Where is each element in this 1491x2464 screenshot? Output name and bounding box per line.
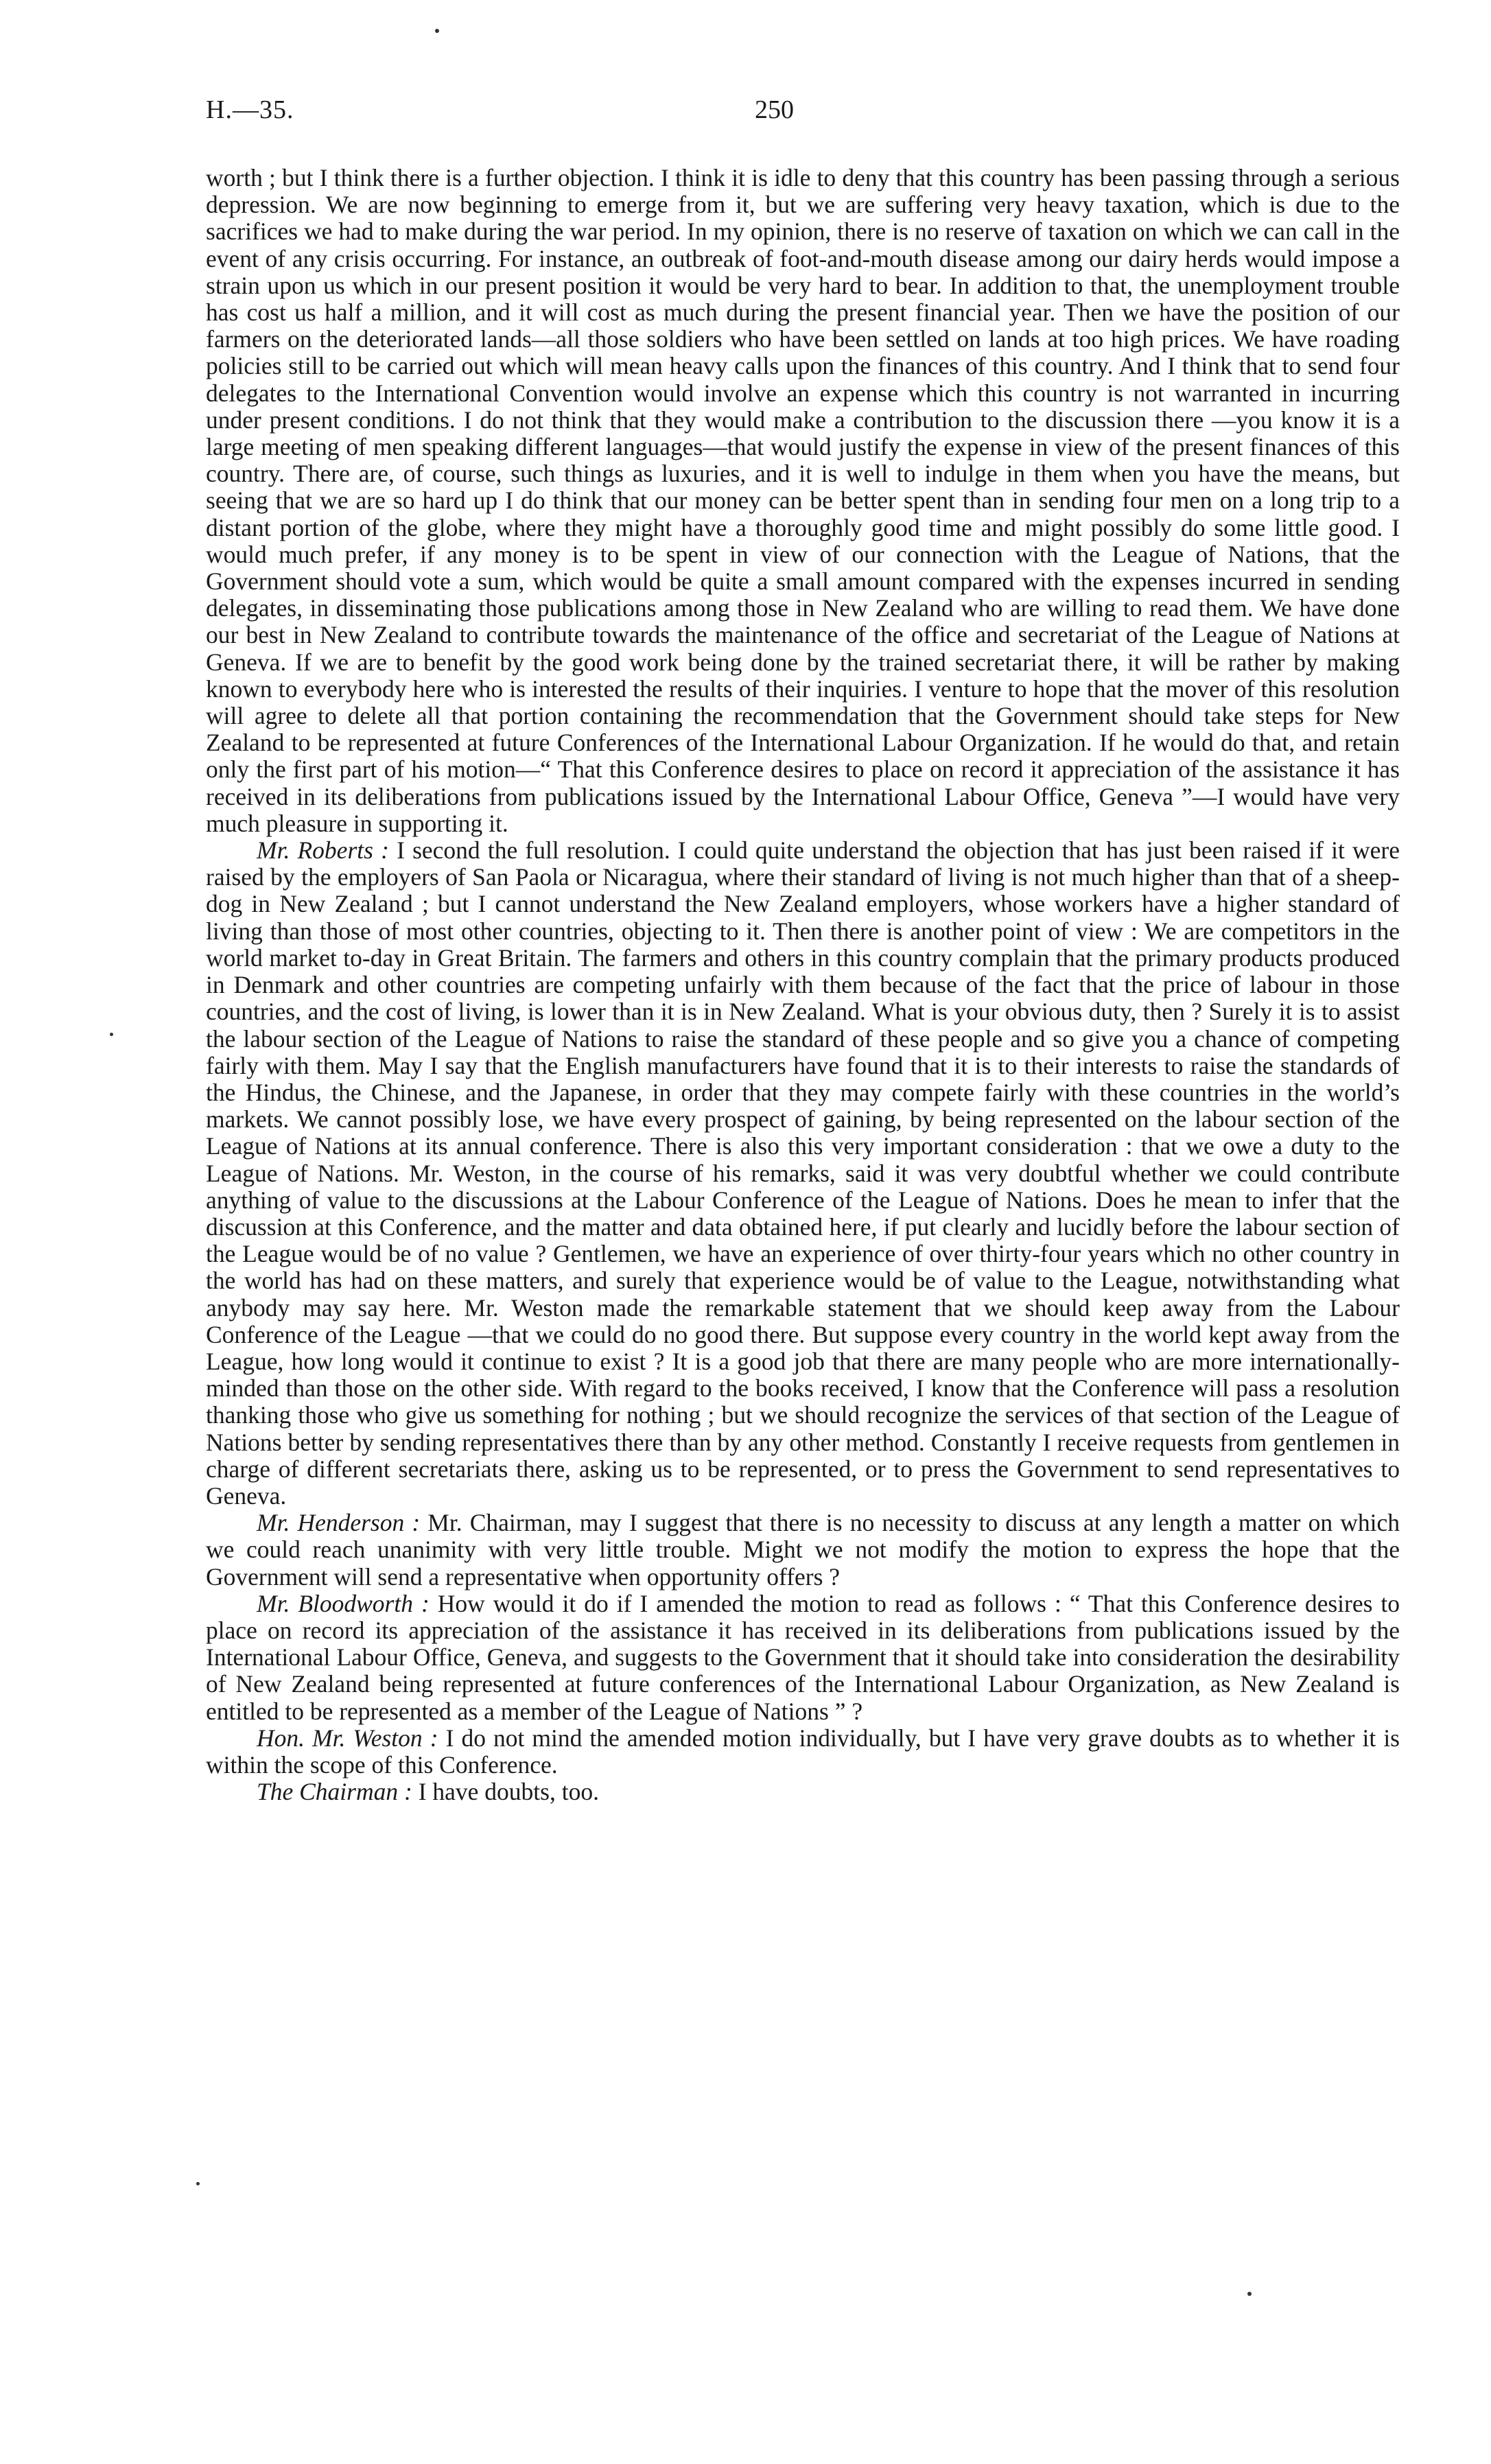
paragraph-chairman <box>206 1779 1400 1805</box>
paragraph-text: worth ; but I think there is a further objection. I think it is idle to deny that this country has been passing through a serious depression. We are now beginning to emerge from it, but we are suffering very heavy taxation, which is due to the sacrifices we had to make during the war period. In my opinion, there is no reserve of taxation on which we can call in the event of any crisis occurring. For instance, an outbreak of foot-and-mouth disease among our dairy herds would impose a strain upon us which in our present position it would be very hard to bear. In addition to that, the unemployment trouble has cost us half a million, and it will cost as much during the present financial year. Then we have the position of our farmers on the deteriorated lands—all those soldiers who have been settled on lands at too high prices. We have roading policies still to be carried out which will mean heavy calls upon the finances of this country. And I think that to send four delegates to the International Convention would involve an expense which this country is not warranted in incurring under present conditions. I do not think that they would make a contribution to the discussion there —you know it is a large meeting of men speaking different languages—that would justify the expense in view of the present finances of this country. There are, of course, such things as luxuries, and it is well to indulge in them when you have the means, but seeing that we are so hard up I do think that our money can be better spent than in sending four men on a long trip to a distant portion of the globe, where they might have a thoroughly good time and might possibly do some little good. I would much prefer, if any money is to be spent in view of our connection with the League of Nations, that the Government should vote a sum, which would be quite a small amount compared with the expenses incurred in sending delegates, in disseminating those publications among those in New Zealand who are willing to read them. We have done our best in New Zealand to contribute towards the maintenance of the office and secretariat of the League of Nations at Geneva. If we are to benefit by the good work being done by the trained secretariat there, it will be rather by making known to everybody here who is interested the results of their inquiries. I venture to hope that the mover of this resolution will agree to delete all that portion containing the recommendation that the Government should take steps for New Zealand to be represented at future Conferences of the International Labour Organization. If he would do that, and retain only the first part of his motion—“ That this Conference desires to place on record it appreciation of the assistance it has received in its deliberations from publications issued by the International Labour Office, Geneva ”—I would have very much pleasure in supporting it. <box>206 164 1400 837</box>
paragraph-henderson <box>206 1510 1400 1591</box>
speaker-name: The Chairman : <box>257 1778 412 1806</box>
paragraph-weston <box>206 1725 1400 1779</box>
paragraph-text: Mr. Chairman, may I suggest that there is no necessity to discuss at any length a matter on which we could reach unanimity with very little trouble. Might we not modify the motion to express the hope that the Government will send a representative when opportunity offers ? <box>206 1509 1400 1591</box>
paragraph-roberts <box>206 837 1400 1510</box>
print-speck-bottom <box>1247 2292 1252 2296</box>
paragraph-text: I have doubts, too. <box>418 1778 599 1806</box>
paragraph-continuation <box>206 165 1400 837</box>
speaker-name: Mr. Roberts : <box>257 836 389 865</box>
document-code: H.—35. <box>206 95 294 124</box>
body-text <box>206 165 1400 1805</box>
page-header <box>206 95 1372 136</box>
page-number: 250 <box>755 95 794 124</box>
paragraph-bloodworth <box>206 1591 1400 1725</box>
print-speck-margin <box>196 2182 200 2185</box>
paragraph-text: How would it do if I amended the motion to read as follows : “ That this Conference desires to place on record its appreciation of the assistance it has received in its deliberations from publications issued by the International Labour Office, Geneva, and suggests to the Government that it should take into consideration the desirability of New Zealand being represented at future conferences of the International Labour Organization, as New Zealand is entitled to be represented as a member of the League of Nations ” ? <box>206 1589 1400 1725</box>
speaker-name: Mr. Bloodworth : <box>257 1589 430 1617</box>
paragraph-text: I second the full resolution. I could quite understand the objection that has just been raised if it were raised by the employers of San Paola or Nicaragua, where their standard of living is not much higher than that of a sheep-dog in New Zealand ; but I cannot understand the New Zealand employers, whose workers have a higher standard of living than those of most other countries, objecting to it. Then there is another point of view : We are competitors in the world market to-day in Great Britain. The farmers and others in this country complain that the primary products produced in Denmark and other countries are competing unfairly with them because of the fact that the price of labour in those countries, and the cost of living, is lower than it is in New Zealand. What is your obvious duty, then ? Surely it is to assist the labour section of the League of Nations to raise the standard of these people and so give you a chance of competing fairly with them. May I say that the English manufacturers have found that it is to their interests to raise the standards of the Hindus, the Chinese, and the Japanese, in order that they may compete fairly with these countries in the world’s markets. We cannot possibly lose, we have every prospect of gaining, by being represented on the labour section of the League of Nations at its annual conference. There is also this very important consideration : that we owe a duty to the League of Nations. Mr. Weston, in the course of his remarks, said it was very doubtful whether we could contribute anything of value to the discussions at the Labour Conference of the League of Nations. Does he mean to infer that the discussion at this Conference, and the matter and data obtained here, if put clearly and lucidly before the labour section of the League would be of no value ? Gentlemen, we have an experience of over thirty-four years which no other country in the world has had on these matters, and surely that experience would be of value to the League, notwithstanding what anybody may say here. Mr. Weston made the remarkable statement that we should keep away from the Labour Conference of the League —that we could do no good there. But suppose every country in the world kept away from the League, how long would it continue to exist ? It is a good job that there are many people who are more internationally-minded than those on the other side. With regard to the books received, I know that the Conference will pass a resolution thanking those who give us something for nothing ; but we should recognize the services of that section of the League of Nations better by sending representatives there than by any other method. Constantly I receive requests from gentlemen in charge of different secretariats there, asking us to be represented, or to press the Government to send representatives to Geneva. <box>206 836 1400 1510</box>
print-speck-left <box>110 1033 113 1036</box>
speaker-name: Hon. Mr. Weston : <box>257 1724 438 1752</box>
speaker-name: Mr. Henderson : <box>257 1509 421 1537</box>
print-speck-top <box>435 29 439 33</box>
paragraph-text: I do not mind the amended motion individually, but I have very grave doubts as to whether it is within the scope of this Conference. <box>206 1724 1400 1779</box>
